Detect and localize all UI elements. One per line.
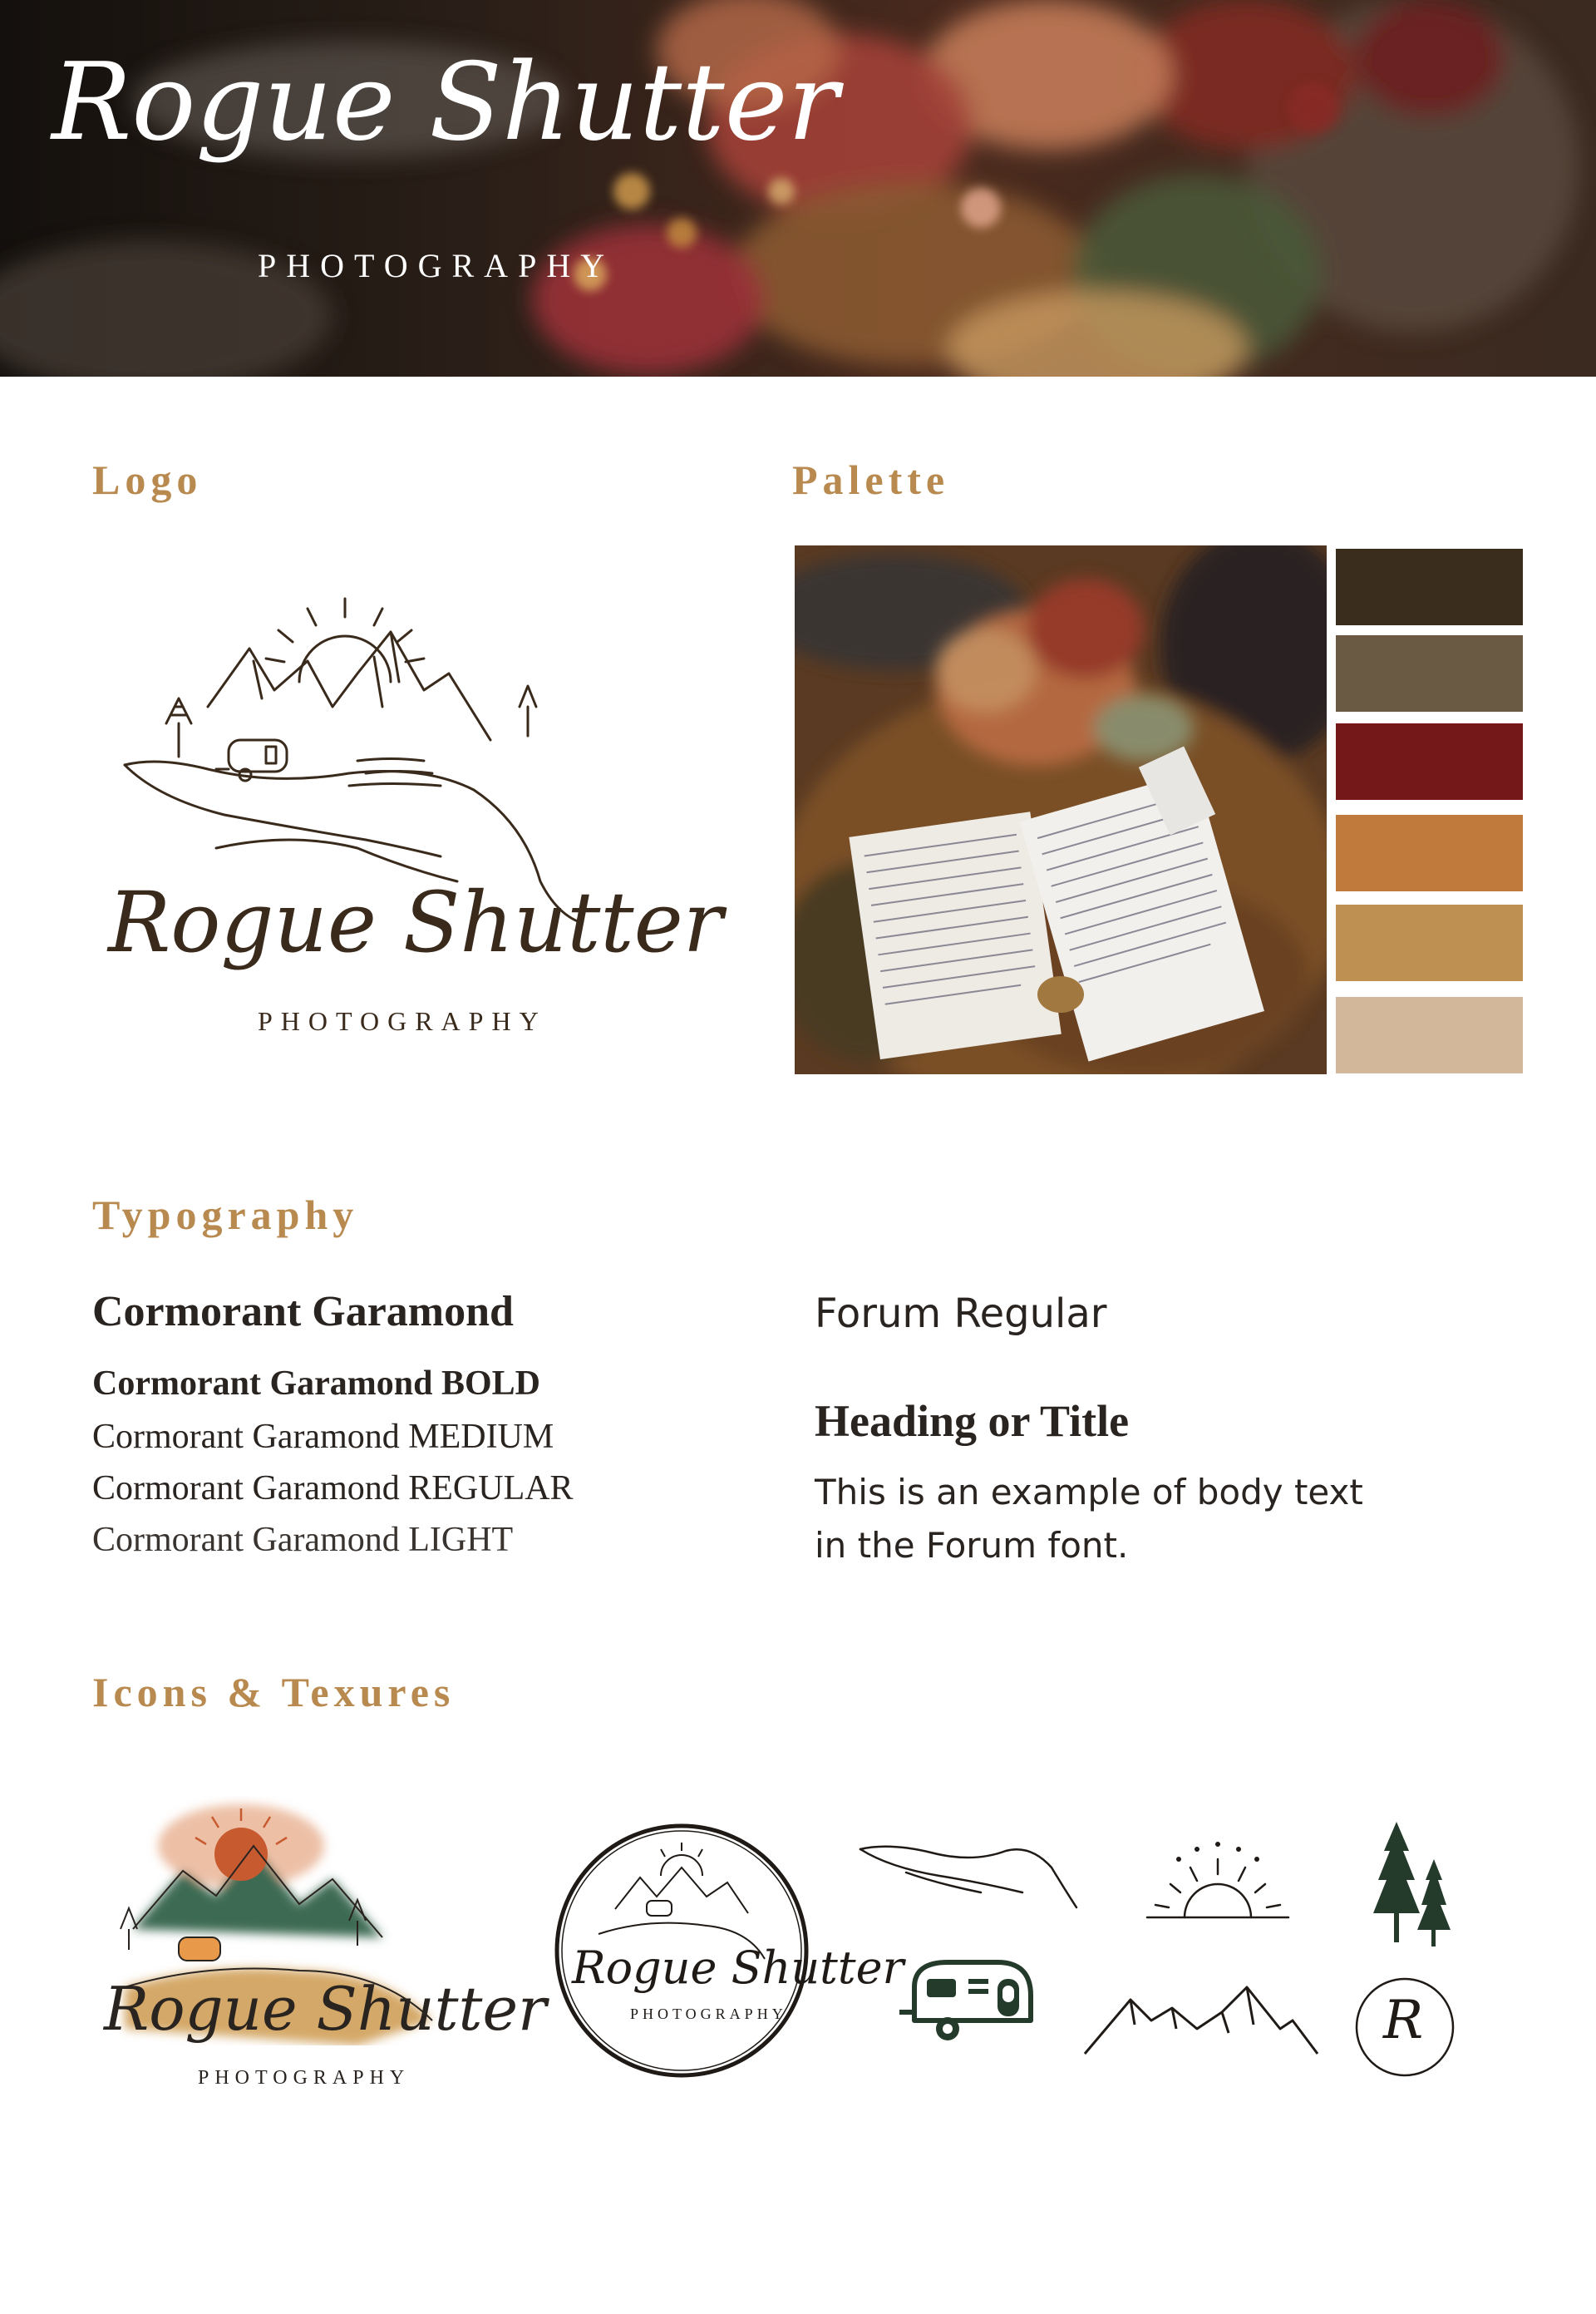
font-weight-medium: Cormorant Garamond MEDIUM <box>92 1418 554 1456</box>
font-weight-bold: Cormorant Garamond BOLD <box>92 1364 540 1403</box>
watercolor-logo-script: Rogue Shutter <box>104 1974 547 2044</box>
palette-swatch-burgundy <box>1336 723 1523 800</box>
palette-swatch-dark-brown <box>1336 549 1523 625</box>
sun-icon <box>1130 1834 1305 1926</box>
font-weight-regular: Cormorant Garamond REGULAR <box>92 1469 574 1507</box>
section-title-palette: Palette <box>792 456 950 503</box>
banner-logo-subtitle: PHOTOGRAPHY <box>258 247 615 284</box>
logo-subtitle: PHOTOGRAPHY <box>258 1006 547 1036</box>
palette-photo <box>795 545 1327 1074</box>
logo-script-name: Rogue Shutter <box>108 874 723 971</box>
hand-icon <box>856 1834 1081 1917</box>
stamp-script: Rogue Shutter <box>572 1941 904 1994</box>
palette-swatch-olive-brown <box>1336 635 1523 712</box>
mountains-icon <box>1081 1979 1322 2062</box>
palette-swatch-tan <box>1336 997 1523 1073</box>
banner-logo-script: Rogue Shutter <box>52 41 839 165</box>
secondary-font-name: Forum Regular <box>815 1290 1107 1337</box>
heading-example: Heading or Title <box>815 1396 1130 1446</box>
section-title-icons: Icons & Texures <box>92 1669 456 1715</box>
palette-swatch-burnt-orange <box>1336 815 1523 891</box>
camper-icon <box>898 1954 1039 2045</box>
primary-font-name: Cormorant Garamond <box>92 1288 514 1335</box>
stamp-subtitle: PHOTOGRAPHY <box>630 2006 787 2022</box>
pine-trees-icon <box>1363 1818 1455 1951</box>
watercolor-logo-subtitle: PHOTOGRAPHY <box>198 2067 411 2089</box>
section-title-typography: Typography <box>92 1192 359 1238</box>
body-example-line1: This is an example of body text <box>815 1472 1363 1512</box>
section-title-logo: Logo <box>92 456 203 503</box>
font-weight-light: Cormorant Garamond LIGHT <box>92 1521 514 1559</box>
monogram-letter: R <box>1383 1990 1424 2051</box>
palette-swatch-ochre <box>1336 905 1523 981</box>
body-example-line2: in the Forum font. <box>815 1525 1129 1566</box>
